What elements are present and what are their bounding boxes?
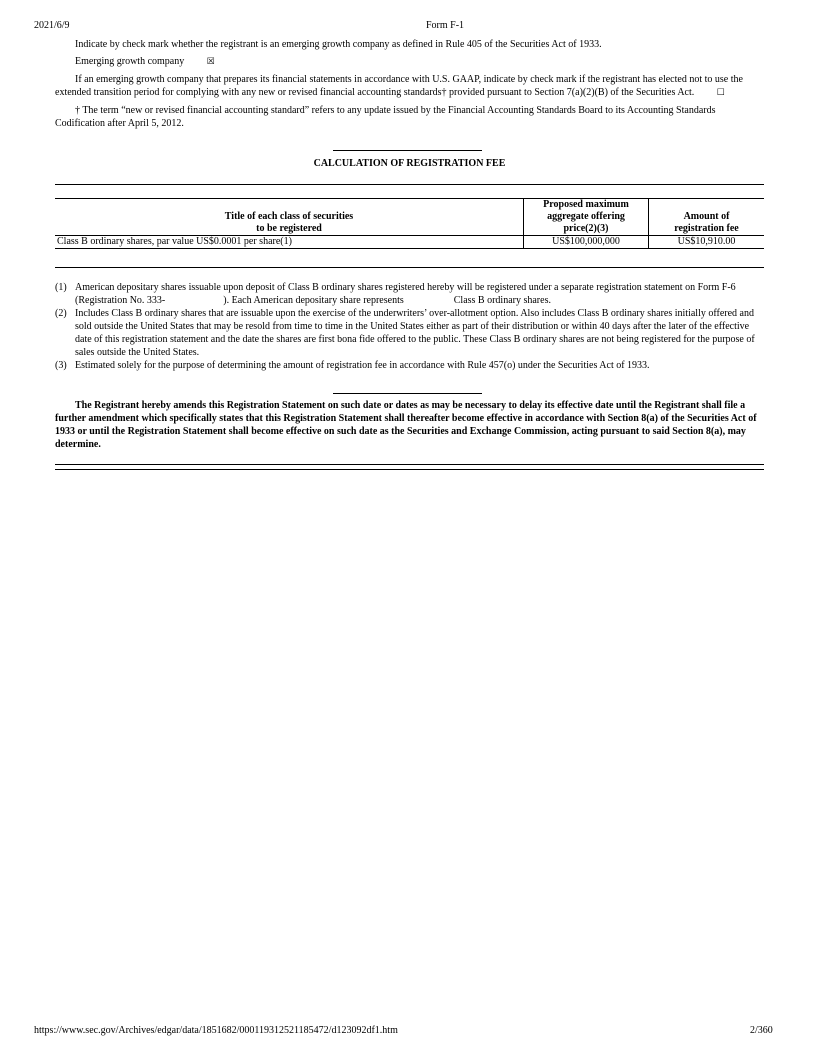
gaap-text: If an emerging growth company that prepares its financial statements in accordance with U.S. GAAP, indicate by check mark if the registrant has elected not to use the extended transition period for complying with any new or revised financial accounting standards† provided pursuant to Section 7(a)(2)(B) of the Securities Act. [55,74,743,98]
col-fee-header [649,199,765,236]
header-form-title: Form F-1 [426,20,465,31]
col-title-line2: to be registered [256,223,322,234]
footnote-1-text-a: American depositary shares issuable upon deposit of Class B ordinary shares registered hereby will be registered under a separate registration statement on Form F-6 (Registration No. 333- [75,282,736,306]
dagger-note: † The term “new or revised financial accounting standard” refers to any update issued by the Financial Accounting Standards Board to its Accounting Standards Codification after April 5, 2012. [55,105,716,129]
footnote-text [75,281,765,307]
footnote-text: Estimated solely for the purpose of determining the amount of registration fee in accordance with Rule 457(o) under the Securities Act of 1933. [75,360,650,371]
egc-question: Indicate by check mark whether the registrant is an emerging growth company as defined in Rule 405 of the Securities Act of 1933. [75,39,602,50]
col-price-header [524,199,649,236]
col-price-line1: Proposed maximum [543,199,629,210]
double-rule-bottom [55,469,764,470]
col-title-header [55,199,524,236]
header-date: 2021/6/9 [34,20,70,31]
egc-line [55,55,765,68]
cell-fee: US$10,910.00 [649,236,765,249]
col-fee-line1: Amount of [683,211,730,222]
divider-short-2 [333,393,482,394]
footnote-number: (3) [55,360,67,371]
gaap-checkbox[interactable]: ☐ [716,87,725,97]
col-title-line1: Title of each class of securities [224,211,354,222]
fee-heading: CALCULATION OF REGISTRATION FEE [313,158,506,169]
col-price-line3: price(2)(3) [563,223,609,234]
footnote-1-text-b: ). Each American depositary share represents [223,295,404,306]
cell-price: US$100,000,000 [524,236,649,249]
footer-url[interactable]: https://www.sec.gov/Archives/edgar/data/1851682/000119312521185472/d123092df1.htm [34,1025,398,1036]
table-top-rule [55,184,764,185]
table-row [55,236,764,249]
fee-table-header-row [55,199,764,236]
egc-label: Emerging growth company [75,56,185,67]
footnote-1-text-c: Class B ordinary shares. [453,295,551,306]
cell-security: Class B ordinary shares, par value US$0.0001 per share(1) [55,236,524,249]
gaap-paragraph [55,73,765,99]
footnote-text: Includes Class B ordinary shares that are issuable upon the exercise of the underwriters’ over-allotment option. Also includes Class B ordinary shares initially offered and sold outside the United States that may be resold from time to time in the United States either as part of their distribution or within 40 days after the later of the effective date of this registration statement and the date the shares are first bona fide offered to the public. These Class B ordinary shares are not being registered for the purpose of sales outside the United States. [75,308,755,358]
col-price-line2: aggregate offering [547,211,625,222]
footnote-number: (1) [55,282,67,293]
divider-short [333,150,482,151]
fee-table [55,199,764,249]
delaying-amendment: The Registrant hereby amends this Registration Statement on such date or dates as may be necessary to delay its effective date until the Registrant shall file a further amendment which specifically states that this Registration Statement shall thereafter become effective in accordance with Section 8(a) of the Securities Act of 1933 or until the Registration Statement shall become effective on such date as the Securities and Exchange Commission, acting pursuant to said Section 8(a), may determine. [55,400,757,450]
table-bottom-rule [55,267,764,268]
footer-page-number: 2/360 [750,1025,773,1036]
footnote-number: (2) [55,308,67,319]
double-rule-top [55,464,764,465]
egc-checkbox[interactable]: ☒ [206,56,215,66]
col-fee-line2: registration fee [674,223,739,234]
